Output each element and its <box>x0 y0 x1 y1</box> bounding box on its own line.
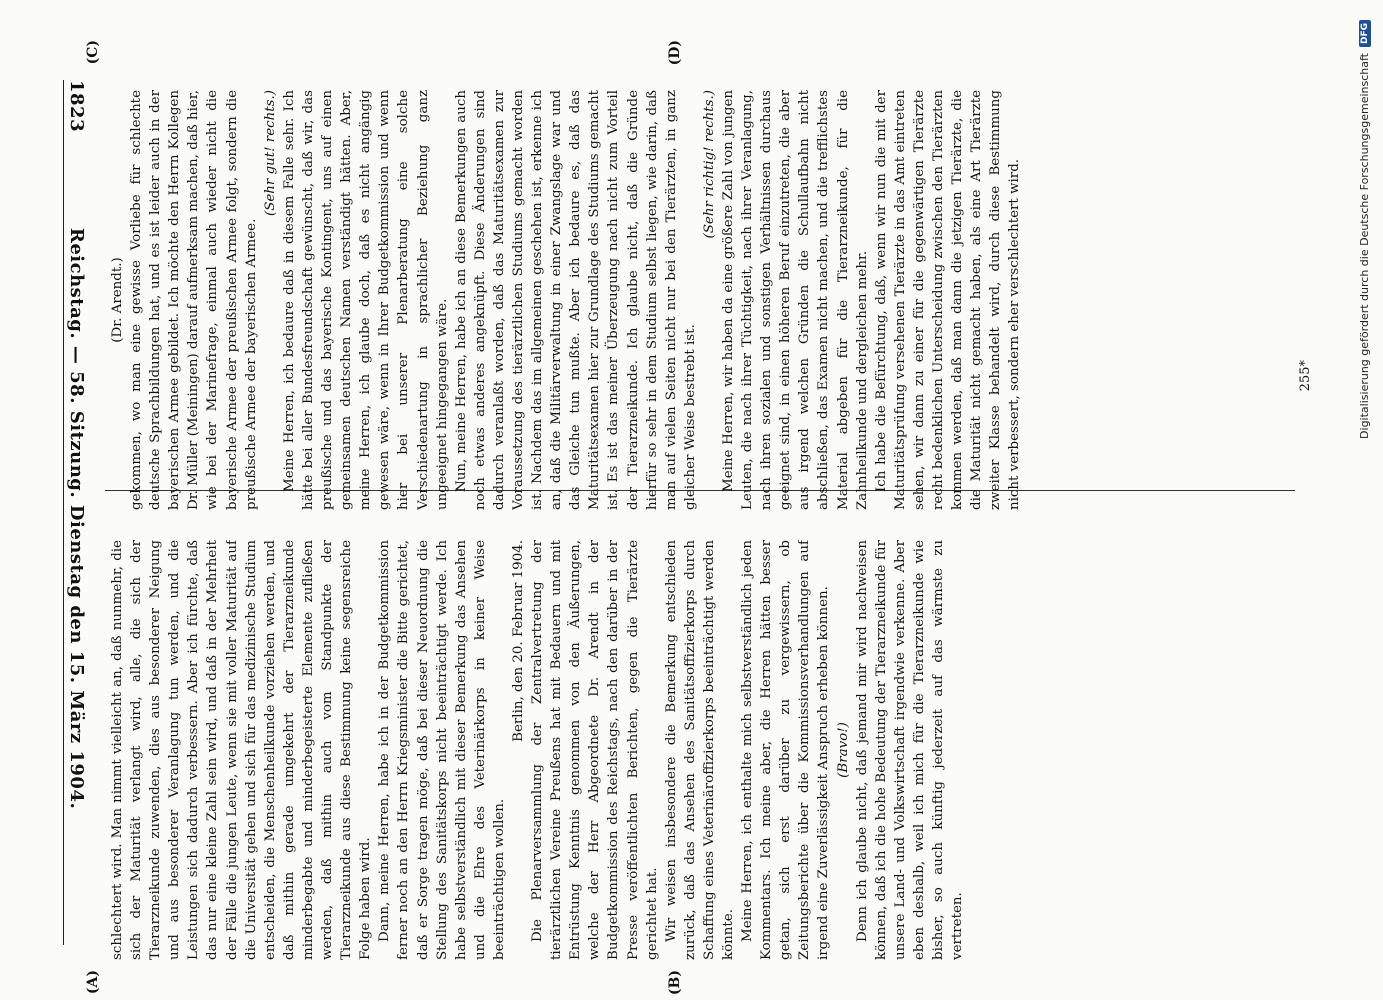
left-column <box>108 90 1288 510</box>
interjection: (Sehr gut! rechts.) <box>262 90 278 217</box>
paragraph: Nun, meine Herren, habe ich an diese Bemerkungen auch noch etwas anderes angeknüpft. Diese Änderungen sind dadurch veranlaßt worden, daß das Maturitätsexamen zur Voraussetzung des tierärztlichen Studiums gemacht worden ist. Nachdem das im allgemeinen geschehen ist, erkenne ich an, daß die Militärverwaltung in einer Zwangslage war und das Gleiche tun mußte. Aber ich bedaure es, daß das Maturitätsexamen hier zur Grundlage des Studiums gemacht ist. Es ist das meiner Überzeugung nach nicht zum Vorteil der Tierarzneikunde. Ich glaube nicht, daß die Gründe hierfür so sehr in dem Studium selbst liegen, wie darin, daß man auf vielen Seiten nicht nur bei den Tierärzten, in ganz gleicher Weise bestrebt ist. <box>453 90 698 510</box>
margin-mark-d: (D) <box>667 40 683 66</box>
quoted-paragraph: Wir weisen insbesondere die Bemerkung entschieden zurück, daß das Ansehen des Sanitätsoffizierkorps durch Schaffung eines Veterinäroffizierkorps beeinträchtigt werden könnte. <box>663 540 736 960</box>
paragraph: Denn ich glaube nicht, daß jemand mir wird nachweisen können, daß ich die hohe Bedeutung der Tierarzneikunde für unsere Land- und Volkswirtschaft irgendwie verkenne. Aber eben deshalb, weil ich mich für die Tierarzneikunde wie bisher, so auch künftig jederzeit auf das wärmste zu vertreten. <box>854 540 966 960</box>
paragraph: Ich habe die Befürchtung, daß, wenn wir nun die mit der Maturitätsprüfung versehenen Tierärzte in das Amt eintreten sehen, wir dann zu einer für die gegenwärtigen Tierärzte recht bedenklichen Unterscheidung zwischen den Tierärzten kommen werden, daß man dann die jetzigen Tierärzte, die die Maturität nicht gemacht haben, als eine Art Tierärzte zweiter Klasse behandelt wird, durch diese Bestimmung nicht verbessert, sondern eher verschlechtert wird. <box>873 90 1023 510</box>
page-header <box>63 80 90 945</box>
paragraph: Meine Herren, ich bedaure daß in diesem Falle sehr. Ich hätte bei aller Bundesfreundschaft gewünscht, daß wir, das preußische und das bayerische Kontingent, uns auf einen gemeinsamen deutschen Namen verständigt hätten. Aber, meine Herren, ich glaube doch, daß es nicht angängig gewesen wäre, wenn in Ihrer Budgetkommission und wenn hier bei unserer Plenarberatung eine solche Verschiedenartung in sprachlicher Beziehung ganz ungeeignet hingegangen wäre. <box>281 90 450 510</box>
margin-mark-a: (A) <box>85 970 101 995</box>
page-title: Reichstag. — 58. Sitzung. Dienstag den 15. März 1904. <box>66 227 88 810</box>
paragraph: Meine Herren, wir haben da eine größere Zahl von jungen Leuten, die nach ihrer Tüchtigkeit, nach ihrer Veranlagung, nach ihren sozialen und sonstigen Verhältnissen durchaus geeignet sind, in einen höheren Beruf einzutreten, die aber aus irgend welchen Gründen die Schullaufbahn nicht abschließen, das Examen nicht machen, und die trefflichstes Material abgeben für die Tierarzneikunde, für die Zahnheilkunde und dergleichen mehr. <box>721 90 870 510</box>
page-number: 1823 <box>66 80 88 133</box>
digitization-credit <box>1358 20 1371 439</box>
speaker-label: (Dr. Arendt.) <box>110 257 125 343</box>
credit-text: Digitalisierung gefördert durch die Deutsche Forschungsgemeinschaft <box>1358 53 1371 439</box>
paragraph: gekommen, wo man eine gewisse Vorliebe für schlechte deutsche Sprachbildungen hat, und es ist leider auch in der bayerischen Armee gebildet. Ich möchte den Herrn Kollegen Dr. Müller (Meiningen) darauf aufmerksam machen, daß hier, wie bei der Marinefrage, einmal auch wieder nicht die bayerische Armee der preußischen Armee folgt, sondern die preußische Armee der bayerischen Armee. <box>129 90 259 510</box>
paragraph: Meine Herren, ich enthalte mich selbstverständlich jeden Kommentars. Ich meine aber, die Herren hätten besser getan, sich erst darüber zu vergewissern, ob Zeitungsberichte über die Kommissionsverhandlungen auf irgend eine Zuverlässigkeit Anspruch erheben können. <box>740 540 832 960</box>
paragraph: Dann, meine Herren, habe ich in der Budgetkommission ferner noch an den Herrn Kriegsminister die Bitte gerichtet, daß er Sorge tragen möge, daß bei dieser Neuordnung die Stellung des Sanitätskorps nicht beeinträchtigt werde. Ich habe selbstverständlich mit dieser Bemerkung das Ansehen und die Ehre des Veterinärkorps in keiner Weise beeinträchtigen wollen. <box>377 540 507 960</box>
dfg-logo: DFG <box>1359 20 1371 47</box>
interjection: (Sehr richtig! rechts.) <box>701 90 717 239</box>
margin-mark-c: (C) <box>85 40 101 65</box>
margin-mark-b: (B) <box>667 970 683 996</box>
signature-mark: 255* <box>1298 360 1313 392</box>
quoted-paragraph: Die Plenarversammlung der Zentralvertretung der tierärztlichen Vereine Preußens hat mit Bedauern und mit Entrüstung Kenntnis genommen von den Äußerungen, welche der Herr Abgeordnete Dr. Arendt in der Budgetkommission des Reichstags, nach den darüber in der Presse veröffentlichten Berichten, gegen die Tierärzte gerichtet hat. <box>530 540 660 960</box>
paragraph: schlechtert wird. Man nimmt vielleicht an, daß nunmehr, die sich der Maturität verlangt wird, alle, die sich der Tierarzneikunde zuwenden, dies aus besonderer Neigung und aus besonderer Veranlagung tun werden, und die Leistungen sich dadurch verbessern. Aber ich fürchte, daß das nur eine kleine Zahl sein wird, und daß in der Mehrheit der Fälle die jungen Leute, wenn sie mit voller Maturität auf die Universität gehen und sich für das medizinische Studium entscheiden, die Menschenheilkunde vorziehen werden, und daß mithin gerade umgekehrt der Tierarzneikunde minderbegabte und minderbegeisterte Elemente zufließen werden, daß mithin auch vom Standpunkte der Tierarzneikunde aus diese Bestimmung keine segensreiche Folge haben wird. <box>110 540 374 960</box>
interjection: (Bravo!) <box>835 722 851 778</box>
right-column <box>108 540 1288 960</box>
dateline: Berlin, den 20. Februar 1904. <box>510 540 526 742</box>
